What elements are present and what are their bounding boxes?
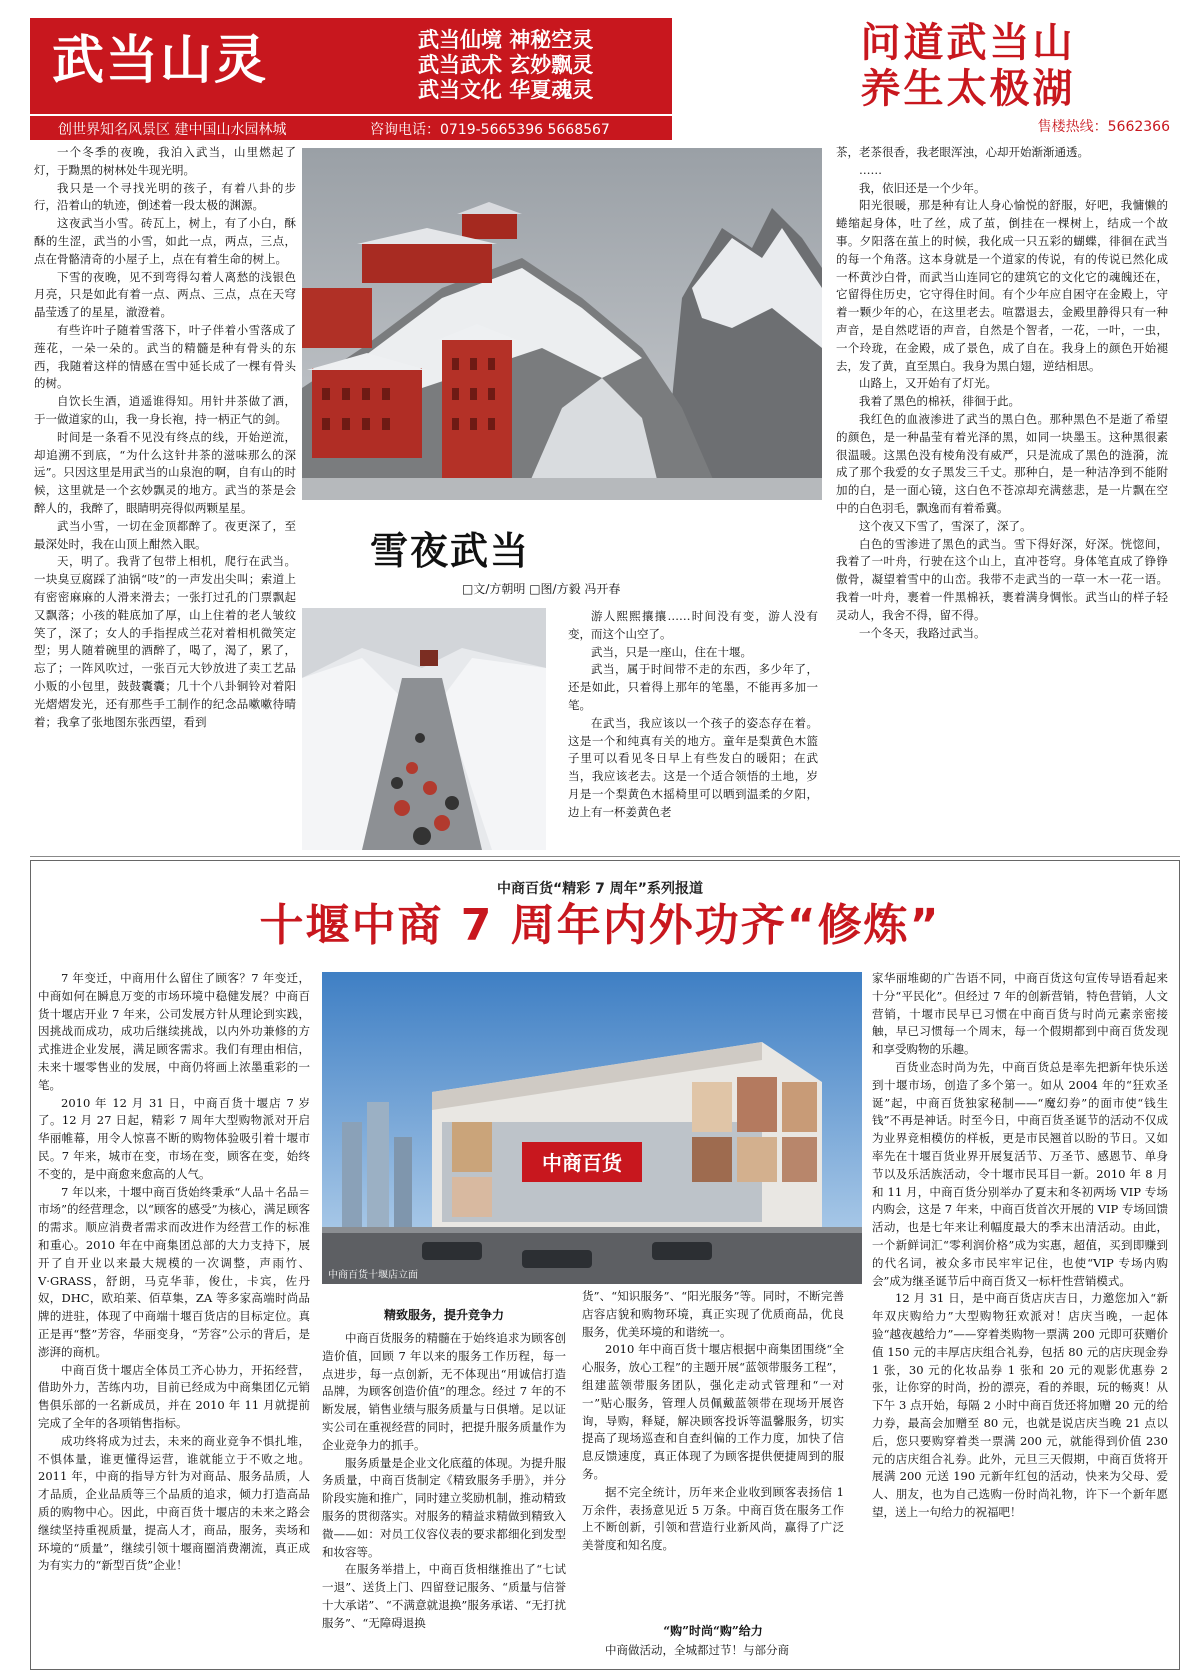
tagline: 创世界知名风景区 建中国山水园林城 bbox=[58, 122, 287, 138]
article1-byline: □文/方朝明 □图/方毅 冯开春 bbox=[462, 582, 621, 596]
paragraph: 武当小雪，一切在金顶都醉了。夜更深了，至最深处时，我在山顶上酣然入眠。 bbox=[34, 518, 296, 551]
consult-phone: 咨询电话：0719-5665396 5668567 bbox=[370, 122, 610, 138]
slogan-line: 武当武术 玄妙飘灵 bbox=[418, 53, 594, 77]
article2-subhead-1: 精致服务，提升竞争力 bbox=[383, 1308, 504, 1322]
ad-line-1: 问道武当山 bbox=[860, 20, 1076, 66]
paragraph: 自饮长生酒，逍遥谁得知。用针井茶做了酒，于一做道家的山，我一身长袍，持一柄正气的剑。 bbox=[34, 394, 296, 426]
paragraph: 武当，只是一座山，住在十堰。 bbox=[591, 644, 752, 659]
paragraph: 我，依旧还是一个少年。 bbox=[859, 180, 986, 195]
paragraph: 我只是一个寻找光明的孩子，有着八卦的步行，沿着山的轨迹，倒述着一段太极的渊源。 bbox=[34, 180, 296, 213]
paragraph: 12 月 31 日，是中商百货店庆吉日，力邀您加入“新年双庆购给力”大型购物狂欢派对！店庆当晚，一起体验“越夜越给力”——穿着类购物一票满 200 元即可获赠价值 150 元的丰厚店庆组合礼券，包括 80 元的店庆现金券 1 张，30 元的化妆品券 1 张和 20 元的观影优惠券 2 张，让你穿的时尚，扮的漂亮，看的养眼，玩的畅爽！从下午 3 点开始，每隔 2 小时中商百货还将加赠 20 元的给力券，最高会加赠至 80 元，也就是说店庆当晚 21 点以后，您只要购穿着类一票满 200 元，就能得到价值 230 元的店庆组合礼券。此外，元旦三天假期，中商百货将开展满 200 元送 190 元新年红包的活动，快来为父母、爱人、朋友，也为自己选购一份时尚礼物，许下一个新年愿望，送上一句给力的祝福吧！ bbox=[872, 1291, 1168, 1519]
article2-col2 bbox=[322, 1330, 566, 1664]
paragraph: 中商百货服务的精髓在于始终追求为顾客创造价值，回顾 7 年以来的服务工作历程，每一点进步，每一点创新，无不体现出“用诚信打造品牌，为顾客创造价值”的理念。经过 7 年的不断发展，销售业绩与服务质量与日俱增。足以证实公司在重视经营的同时，把提升服务质量作为企业竞争力的抓手。 bbox=[322, 1331, 566, 1452]
paragraph: 阳光很暖，那是种有让人身心愉悦的舒服，好吧，我慵懒的蜷缩起身体，吐了丝，成了茧，倒挂在一棵树上，结成一个故事。夕阳落在茧上的时候，我化成一只五彩的蝴蝶，徘徊在武当的每一个角落。这本身就是一个道家的传说，有的传说已然化成一杯黄沙白骨，而武当山连同它的建筑它的文化它的魂魄还在，它留得住历史，它守得住时间。有个少年应自困守在金殿上，守着一颗少年的心，在这里老去。喧嚣退去，金殿里静得只有一种声音，是自然呓语的声音，自然是个智者，一花，一叶，一虫，一个玲珑，在金殿，成了景色，成了自在。我身上的颜色开始褪去，发了黄，直至黑白。我身为黑白翅，逆结相思。 bbox=[836, 198, 1168, 373]
snow-steps-photo bbox=[302, 608, 546, 850]
paragraph: 有些许叶子随着雪落下，叶子伴着小雪落成了莲花，一朵一朵的。武当的精髓是种有骨头的东西，我随着这样的情感在雪中延长成了一棵有骨头的树。 bbox=[34, 322, 296, 391]
store-building-photo bbox=[322, 972, 862, 1284]
article2-headline: 十堰中商 7 周年内外功齐“修炼” bbox=[259, 900, 941, 951]
paragraph: 时间是一条看不见没有终点的线，开始逆流，却追溯不到底，“为什么这针井茶的滋味那么的深远”。只因这里是用武当的山泉泡的啊，自有山的时候，这里就是一个玄妙飘灵的地方。武当的茶是会醉人的，我醉了，眼睛明亮得似两颗星星。 bbox=[34, 429, 296, 515]
article2-col1 bbox=[38, 970, 310, 1664]
snow-temple-photo bbox=[302, 148, 822, 500]
article1-col-mid bbox=[568, 608, 818, 850]
paragraph: 这夜武当小雪。砖瓦上，树上，有了小白，酥酥的生涩，武当的小雪，如此一点，两点，三点，点在骨骼清奇的小屋子上，点在有着生命的树上。 bbox=[34, 216, 296, 266]
paragraph: 这个夜又下雪了，雪深了，深了。 bbox=[859, 518, 1032, 533]
paragraph: 天，明了。我背了包带上相机，爬行在武当。一块臭豆腐踩了油锅“吱”的一声发出尖叫；索道上有密密麻麻的人滑来滑去；一张打过孔的门票飘起又飘落；小孩的鞋底加了厚，山上住着的老人皱纹笑了，深了；女人的手指捏成兰花对着相机微笑定型；男人随着碗里的酒醉了，喝了，渴了，累了，忘了；一阵风吹过，一张百元大钞放进了卖工艺品小贩的小包里，鼓鼓囊囊；几十个八卦铜铃对着阳光熠熠发光，还有那些手工制作的纪念品嗽嗽待晴着；我拿了张地图东张西望，看到 bbox=[34, 554, 296, 729]
article1-title: 雪夜武当 bbox=[369, 528, 530, 573]
paragraph: 武当，属于时间带不走的东西，多少年了，还是如此，只着得上那年的笔墨，不能再多加一笔。 bbox=[568, 662, 818, 712]
article1-col1 bbox=[34, 144, 296, 850]
sales-hotline: 售楼热线：5662366 bbox=[1037, 119, 1170, 135]
article2-col3 bbox=[582, 1288, 844, 1614]
paragraph: 一个冬天，我路过武当。 bbox=[859, 625, 986, 640]
paragraph: …… bbox=[859, 162, 882, 177]
ad-banner bbox=[680, 18, 1180, 138]
paragraph: 我着了黑色的棉袄，徘徊于此。 bbox=[859, 394, 1020, 409]
paragraph: 服务质量是企业文化底蕴的体现。为提升服务质量，中商百货制定《精致服务手册》，并分阶段实施和推广，同时建立奖励机制，推动精致服务的贯彻落实。对服务的精益求精做到精致入微——如：对员工仪容仪表的要求都细化到发型和妆容等。 bbox=[322, 1455, 566, 1559]
paragraph: 游人熙熙攘攘……时间没有变，游人没有变，而这个山空了。 bbox=[568, 609, 818, 641]
slogan-line: 武当仙境 神秘空灵 bbox=[418, 28, 594, 52]
paragraph: 成功终将成为过去，未来的商业竞争不惧扎堆，不惧体量，谁更懂得运营，谁就能立于不败之地。2011 年，中商的指导方针为对商品、服务品质，人才品质，企业品质等三个品质的追求，倾力打造高品质的购物中心。因此，中商百货十堰店的未来之路会继续坚持重视质量，提高人才，商品，服务，卖场和环境的“质量”，继续引领十堰商圈消费潮流，真正成为有实力的“新型百货”企业！ bbox=[38, 1433, 310, 1573]
section-divider bbox=[30, 856, 1180, 857]
paragraph: 2010 年 12 月 31 日，中商百货十堰店 7 岁了。12 月 27 日起，精彩 7 周年大型购物派对开启华丽帷幕，用令人惊喜不断的购物体验吸引着十堰市民。7 年来，城市在变，市场在变，顾客在变，始终不变的，是中商愈来愈高的人气。 bbox=[38, 1095, 310, 1181]
photo-caption: 中商百货十堰店立面 bbox=[328, 1270, 418, 1281]
masthead-banner bbox=[30, 18, 672, 114]
article2-subhead-2: “购”时尚“购”给力 bbox=[663, 1624, 763, 1638]
store-sign: 中商百货 bbox=[542, 1151, 622, 1175]
paragraph: 据不完全统计，历年来企业收到顾客表扬信 1 万余件，表扬意见近 5 万条。中商百货在服务工作上不断创新，引领和营造行业新风尚，赢得了广泛美誉度和知名度。 bbox=[582, 1484, 844, 1553]
article2-kicker: 中商百货“精彩 7 周年”系列报道 bbox=[497, 881, 703, 897]
paragraph: 下雪的夜晚，见不到弯得勾着人离愁的浅银色月亮，只是如此有着一点、两点、三点，点在天穹晶莹透了的星星，澈澄着。 bbox=[34, 269, 296, 320]
masthead-title: 武当山灵 bbox=[52, 31, 269, 91]
article1-col3 bbox=[836, 144, 1168, 850]
paragraph: 7 年以来，十堰中商百货始终秉承“人品＋名品＝市场”的经营理念，以“顾客的感受”为核心，满足顾客的需求。顺应消费者需求而改进作为经营工作的标准和重心。2010 年在中商集团总部的大力支持下，展开了自开业以来最大规模的一次调整，声雨竹、V·GRASS，舒朗，马克华菲，俊仕，卡宾，佐丹奴，DHC，欧珀莱、佰草集，ZA 等多家高端时尚品牌的进驻，体现了中商端十堰百货店的目标定位。真正是再“整”芳容，华丽变身，“芳容”公示的背后，是澎湃的商机。 bbox=[38, 1184, 310, 1359]
paragraph: 我红色的血液渗进了武当的黑白色。那种黑色不是逝了希望的颜色，是一种晶莹有着光泽的黑，如同一块墨玉。这种黑很素很温暖。这黑色没有棱角没有威严，只是流成了黑色的涟漪，流成了那个我爱的女子黑发三千丈。那种白，是一种洁净到不能附加的白，是一面心镜，这白色不苍凉却充满慈悲，是一片飘在空中的白色羽毛，飘逸而有着希冀。 bbox=[836, 411, 1168, 515]
slogan-line: 武当文化 华夏魂灵 bbox=[418, 78, 594, 102]
paragraph: 白色的雪渗进了黑色的武当。雪下得好深，好深。恍惚间，我着了一叶舟，行驶在这个山上，直冲苍穹。身体笔直成了铮铮傲骨，凝望着雪中的山峦。我带不走武当的一草一木一花一语。我着一叶舟，裹着一件黑棉袄，裹着满身惆怅。武当山的样子轻灵动人，我舍不得，留不得。 bbox=[836, 536, 1168, 622]
slogan-list bbox=[418, 28, 668, 103]
paragraph: 在武当，我应该以一个孩子的姿态存在着。这是一个和纯真有关的地方。童年是梨黄色木篮子里可以看见冬日早上有些发白的暖阳；在武当，我应该老去。这是一个适合领悟的土地，岁月是一个梨黄色木摇椅里可以晒到温柔的夕阳，边上有一杯姜黄色老 bbox=[568, 715, 818, 819]
paragraph: 山路上，又开始有了灯光。 bbox=[859, 376, 997, 391]
paragraph: 在服务举措上，中商百货相继推出了“七试一退”、送货上门、四留登记服务、“质量与信誉十大承诺”、“不满意就退换”服务承诺、“无打扰服务”、“无障碍退换 bbox=[322, 1562, 566, 1630]
paragraph: 一个冬季的夜晚，我泊入武当，山里燃起了灯，于黝黑的树林处牛现光明。 bbox=[34, 145, 296, 177]
paragraph: 2010 年中商百货十堰店根据中商集团围绕“全心服务，放心工程”的主题开展“蓝领带服务工程”，组建蓝领带服务团队，强化走动式管理和“一对一”贴心服务，管理人员佩戴蓝领带在现场开展咨询，导购，释疑，解决顾客投诉等温馨服务，切实提高了现场巡查和自查纠偏的工作力度，加快了信息反馈速度，真正体现了为顾客提供便捷周到的服务。 bbox=[582, 1342, 844, 1481]
paragraph: 茶，老茶很香，我老眼浑浊，心却开始渐渐通透。 bbox=[836, 145, 1089, 159]
paragraph: 百货业态时尚为先，中商百货总是率先把新年快乐送到十堰市场，创造了多个第一。如从 2004 年的“狂欢圣诞”起，中商百货独家秘制——“魔幻券”的面市使“钱生钱”不再是神话。时至今日，中商百货圣诞节的活动不仅成为业界竞相模仿的样板，更是市民翘首以盼的节日。又如率先在十堰百货业界开展复活节、万圣节、感恩节、单身节以及乐活族活动，令十堰市民耳目一新。2010 年 8 月和 11 月，中商百货分别举办了夏末和冬初两场 VIP 专场内购会，这是 7 年来，中商百货首次开展的 VIP 专场回馈活动，也是七年来让利幅度最大的季末出清活动。由此，一个新鲜词汇“零利润价格”成为实惠，超值，买到即赚到的代名词，被众多市民牢牢记住，也使“VIP 专场内购会”成为继圣诞节后中商百货又一标杆性营销模式。 bbox=[872, 1059, 1168, 1288]
article2-col3b bbox=[582, 1642, 844, 1664]
masthead-subbar bbox=[30, 114, 672, 140]
paragraph: 中商百货十堰店全体员工齐心协力，开拓经营，借助外力，苦练内功，目前已经成为中商集团亿元销售俱乐部的一名新成员，并在 2010 年 11 月就提前完成了全年的各项销售指标。 bbox=[38, 1362, 310, 1430]
paragraph: 家华丽堆砌的广告语不同，中商百货这句宣传导语看起来十分“平民化”。但经过 7 年的创新营销，特色营销，人文营销，十堰市民早已习惯在中商百货与时尚元素亲密接触，早已习惯每一个周末，每一个假期都到中商百货发现和享受购物的乐趣。 bbox=[872, 971, 1168, 1057]
paragraph: 货”、“知识服务”、“阳光服务”等。同时，不断完善店容店貌和购物环境，真正实现了优质商品，优良服务，优美环境的和谐统一。 bbox=[582, 1289, 844, 1339]
paragraph: 中商做活动，全城都过节！与部分商 bbox=[605, 1643, 789, 1657]
ad-line-2: 养生太极湖 bbox=[860, 66, 1076, 112]
article2-col4 bbox=[872, 970, 1168, 1664]
paragraph: 7 年变迁，中商用什么留住了顾客？7 年变迁，中商如何在瞬息万变的市场环境中稳健发展？中商百货十堰店开业 7 年来，公司发展方针从理论到实践，因挑战而成功，成功后继续挑战，以内外功兼修的方式推进企业发展，满足顾客需求。我们有理由相信，未来十堰零售业的发展，中商仍将画上浓墨重彩的一笔。 bbox=[38, 971, 310, 1092]
